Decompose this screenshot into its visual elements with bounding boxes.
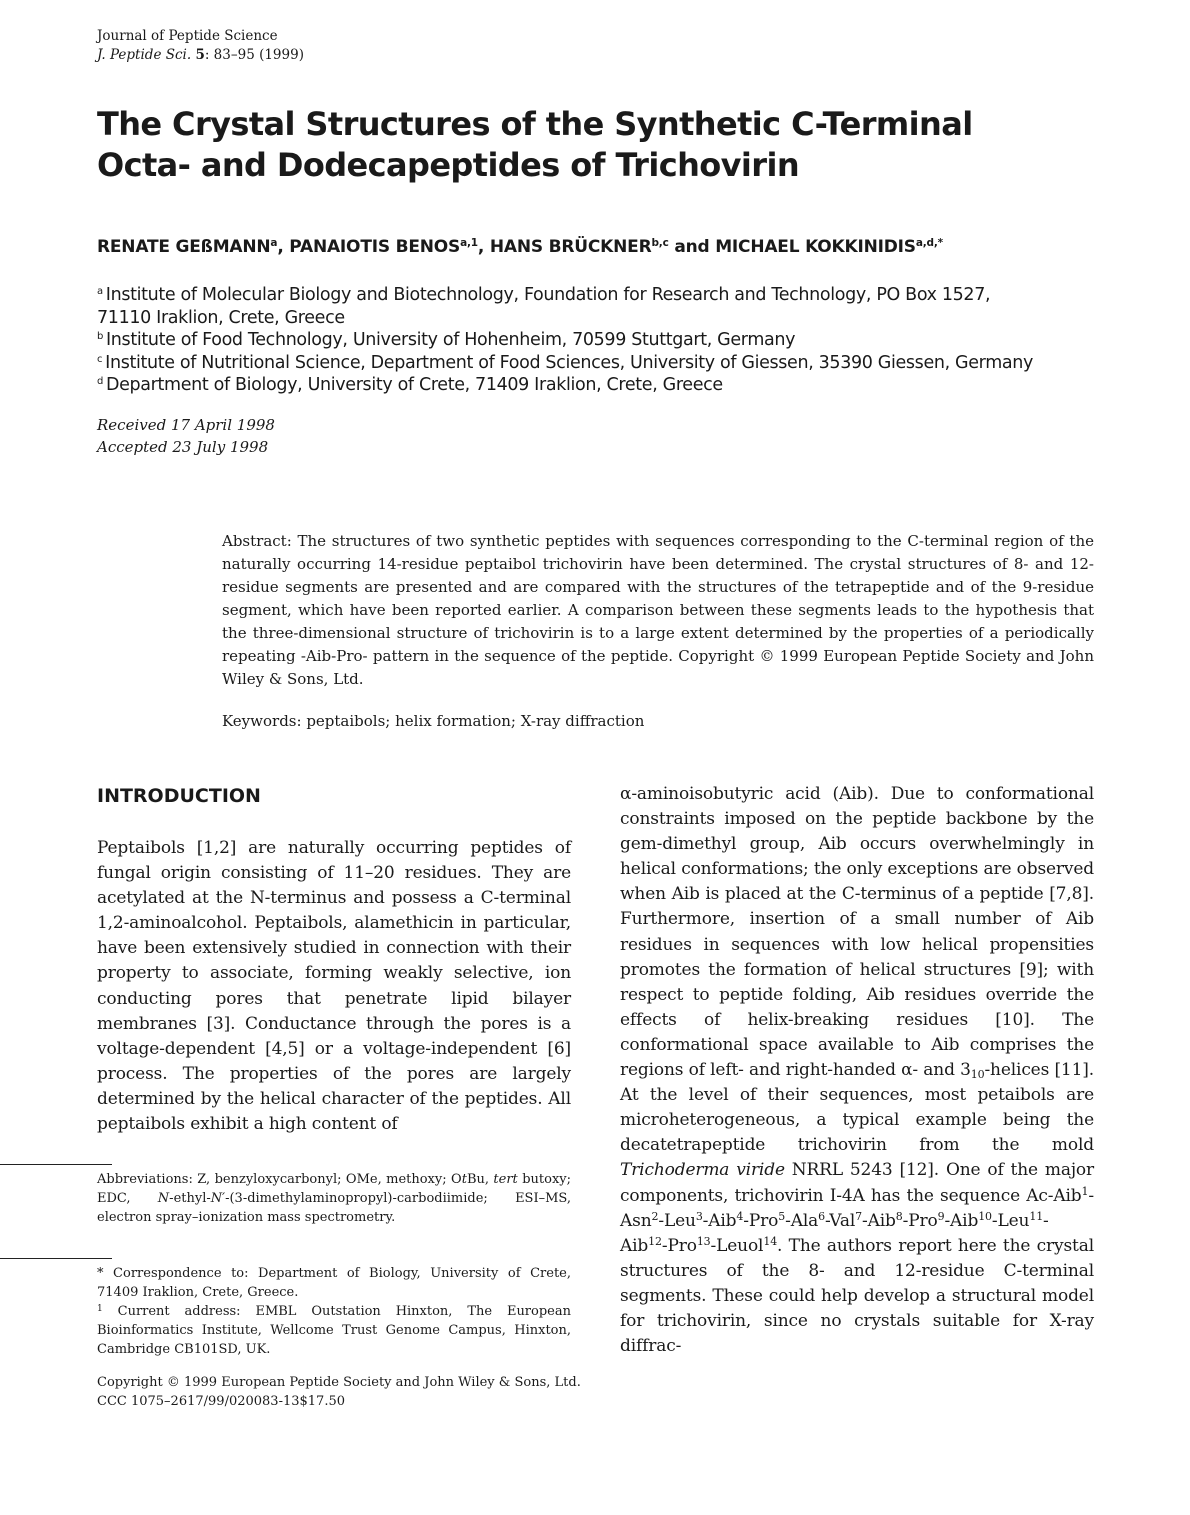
affiliation-item <box>97 329 1097 352</box>
abbrev-text: Bu, <box>466 1172 494 1187</box>
author-name: MICHAEL KOKKINIDIS <box>715 237 916 257</box>
body-text: -helices [11]. At the level of their sequences, most petaibols are microheterogeneous, a typical example being the decatetrapeptide trichovirin from the mold <box>620 1060 1094 1156</box>
affiliation-mark: d <box>97 376 103 387</box>
journal-citation <box>97 46 304 65</box>
author-separator: , <box>477 237 490 257</box>
sequence-residue: -Ala <box>785 1210 819 1231</box>
sequence-residue: -Leu <box>991 1210 1030 1231</box>
sequence-residue: -Aib <box>702 1210 737 1231</box>
affiliation-mark: b <box>97 331 103 342</box>
sequence-residue: Ac-Aib <box>1026 1185 1082 1206</box>
residue-number: 11 <box>1029 1209 1044 1223</box>
intro-left-column: Peptaibols [1,2] are naturally occurring peptides of fungal origin consisting of 11–20 residues. They are acetylated at the N-terminus and possess a C-terminal 1,2-aminoalcohol. Peptaibols, alamethicin in particular, have been extensively studied in connection with their property to associate, forming weakly selective, ion conducting pores that penetrate lipid bilayer membranes [3]. Conductance through the pores is a voltage-dependent [4,5] or a voltage-independent [6] process. The properties of the pores are largely determined by the helical character of the peptides. All peptaibols exhibit a high content of <box>97 838 571 1135</box>
current-address-text: Current address: EMBL Outstation Hinxton, The European Bioinformatics Institute, Wellcome Trust Genome Campus, Hinxton, Cambridge CB101SD, UK. <box>97 1304 571 1357</box>
current-address <box>97 1302 571 1359</box>
copyright-block <box>97 1373 581 1411</box>
affiliation-text: Institute of Food Technology, University of Hohenheim, 70599 Stuttgart, Germany <box>106 330 796 350</box>
correspondence-footnote <box>97 1264 571 1359</box>
affiliation-text: Institute of Nutritional Science, Department of Food Sciences, University of Giessen, 35390 Giessen, Germany <box>105 352 1034 373</box>
residue-number: 7 <box>855 1209 863 1223</box>
sequence-residue: -Val <box>824 1210 856 1231</box>
abbrev-italic: N′ <box>210 1191 226 1206</box>
residue-number: 8 <box>895 1209 903 1223</box>
footnote-rule <box>0 1258 112 1259</box>
sequence-residue: -Leuol <box>710 1235 764 1256</box>
residue-number: 10 <box>978 1209 992 1223</box>
article-title <box>97 104 1057 186</box>
section-heading: INTRODUCTION <box>97 785 261 807</box>
journal-header <box>97 27 304 65</box>
residue-number: 14 <box>763 1234 778 1248</box>
author-mark: b,c <box>651 237 669 249</box>
residue-number: 12 <box>648 1234 662 1248</box>
residue-number: 1 <box>1081 1184 1089 1198</box>
residue-number: 4 <box>736 1209 744 1223</box>
author-name: PANAIOTIS BENOS <box>289 237 461 257</box>
residue-number: 13 <box>696 1234 711 1248</box>
abbrev-italic: tert <box>493 1172 518 1187</box>
body-text: α-aminoisobutyric acid (Aib). Due to conformational constraints imposed on the peptide backbone by the gem-dimethyl group, Aib occurs overwhelmingly in helical conformations; the only exceptions are observed when Aib is placed at the C-terminus of a peptide [7,8]. Furthermore, insertion of a small number of Aib residues in sequences with low helical propensities promotes the formation of helical structures [9]; with respect to peptide folding, Aib residues override the effects of helix-breaking residues [10]. The conformational space available to Aib comprises the regions of left- and right-handed α- and 3 <box>620 784 1094 1081</box>
sequence-residue: -Aib <box>944 1210 979 1231</box>
author-name: HANS BRÜCKNER <box>489 237 652 257</box>
abbrev-lead: Abbreviations <box>97 1172 189 1187</box>
residue-number: 3 <box>695 1209 703 1223</box>
copyright-line: Copyright © 1999 European Peptide Society and John Wiley & Sons, Ltd. <box>97 1375 581 1390</box>
title-line-2: Octa- and Dodecapeptides of Trichovirin <box>97 146 800 184</box>
author-list <box>97 237 943 257</box>
sequence-residue: -Pro <box>661 1235 697 1256</box>
author-mark: a,1 <box>460 237 478 249</box>
abbreviations-footnote <box>97 1170 571 1227</box>
title-line-1: The Crystal Structures of the Synthetic C-Terminal <box>97 105 973 143</box>
author-separator: and <box>668 237 716 257</box>
abbrev-text: -ethyl- <box>169 1191 211 1206</box>
affiliation-mark: c <box>97 353 103 365</box>
keywords: Keywords: peptaibols; helix formation; X-ray diffraction <box>222 712 645 730</box>
author-name: RENATE GEßMANN <box>97 237 271 257</box>
intro-right-column <box>620 782 1094 1359</box>
journal-volume: 5 <box>195 47 205 63</box>
journal-pages: : 83–95 (1999) <box>204 47 304 63</box>
journal-name: Journal of Peptide Science <box>97 28 278 44</box>
received-date: Received 17 April 1998 <box>97 416 275 434</box>
affiliation-mark: a <box>97 286 103 297</box>
residue-number: 2 <box>651 1209 659 1223</box>
correspondence-text: * Correspondence to: Department of Biology, University of Crete, 71409 Iraklion, Crete, Greece. <box>97 1266 571 1300</box>
abbrev-italic: t <box>461 1172 467 1187</box>
ccc-line: CCC 1075–2617/99/020083-13$17.50 <box>97 1394 345 1409</box>
affiliation-item <box>97 284 1097 307</box>
residue-number: 6 <box>818 1209 825 1223</box>
article-dates <box>97 414 275 458</box>
sequence-residue: -Pro <box>902 1210 938 1231</box>
abbrev-text: : Z, benzyloxycarbonyl; OMe, methoxy; O <box>188 1172 462 1187</box>
abstract: Abstract: The structures of two synthetic peptides with sequences corresponding to the C-terminal region of the naturally occurring 14-residue peptaibol trichovirin have been determined. The crystal structures of 8- and 12-residue segments are presented and are compared with the structures of the tetrapeptide and of the 9-residue segment, which have been reported earlier. A comparison between these segments leads to the hypothesis that the three-dimensional structure of trichovirin is to a large extent determined by the properties of a periodically repeating -Aib-Pro- pattern in the sequence of the peptide. Copyright © 1999 European Peptide Society and John Wiley & Sons, Ltd. <box>222 532 1094 688</box>
abbrev-text: -(3-dimethylaminopropyl)-carbodiimide; ESI–MS, electron spray–ionization mass spectrometry. <box>97 1191 571 1225</box>
affiliation-item <box>97 374 1097 397</box>
body-text: NRRL 5243 [12]. One of the major components, trichovirin I-4A has the sequence <box>620 1160 1094 1206</box>
author-mark: a,d,* <box>915 237 943 249</box>
affiliation-item <box>97 352 1097 375</box>
footnote-mark: 1 <box>97 1304 103 1314</box>
journal-abbr: J. Peptide Sci. <box>97 47 192 63</box>
author-mark: a <box>270 237 278 249</box>
affiliation-continuation: 71110 Iraklion, Crete, Greece <box>97 307 345 328</box>
affiliation-text: Institute of Molecular Biology and Biotechnology, Foundation for Research and Technology, PO Box 1527, <box>105 285 991 305</box>
sequence-residue: -Leu <box>658 1210 696 1231</box>
sequence-residue: -Aib <box>862 1210 896 1231</box>
footnote-rule <box>0 1164 112 1165</box>
sequence-residue: -Pro <box>743 1210 779 1231</box>
accepted-date: Accepted 23 July 1998 <box>97 438 269 456</box>
helix-subscript: 10 <box>970 1068 985 1082</box>
residue-number: 5 <box>778 1209 786 1223</box>
body-text: . The authors report here the crystal structures of the 8- and 12-residue C-terminal segments. These could help develop a structural model for trichovirin, since no crystals suitable for X-ray diffrac- <box>620 1235 1094 1357</box>
affiliations <box>97 284 1097 397</box>
sequence-residue: -Asn <box>620 1185 1094 1231</box>
abbrev-italic: N <box>157 1191 170 1206</box>
affiliation-text: Department of Biology, University of Crete, 71409 Iraklion, Crete, Greece <box>106 375 723 395</box>
sequence-residue: -Aib <box>620 1210 1049 1256</box>
residue-number: 9 <box>937 1209 945 1223</box>
author-separator: , <box>277 237 290 257</box>
abbrev-text: butoxy; EDC, <box>97 1172 571 1206</box>
species-name: Trichoderma viride <box>620 1160 785 1181</box>
